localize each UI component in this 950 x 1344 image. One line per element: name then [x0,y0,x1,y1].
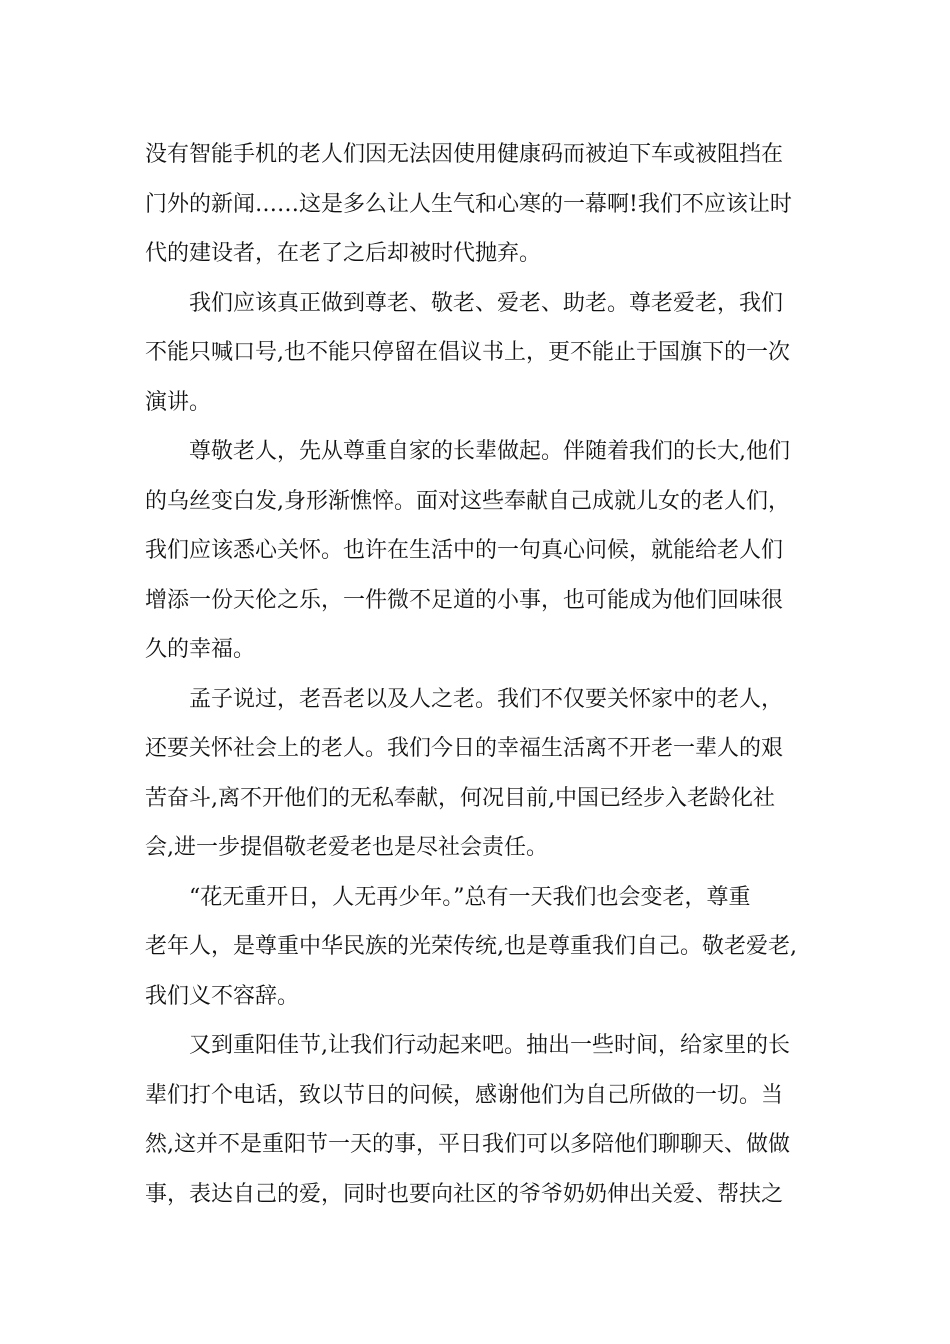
text-line: 没有智能手机的老人们因无法因使用健康码而被迫下车或被阻挡在 [145,142,784,167]
body-text [145,130,815,1219]
paragraph [145,427,815,675]
text-line: 老年人，是尊重中华民族的光荣传统,也是尊重我们自己。敬老爱老, [145,934,797,959]
text-line: 然,这并不是重阳节一天的事，平日我们可以多陪他们聊聊天、做做 [145,1132,790,1157]
paragraph [145,279,815,428]
paragraph [145,130,815,279]
text-line: 增添一份天伦之乐，一件微不足道的小事，也可能成为他们回味很 [145,587,784,613]
text-line: 会,进一步提倡敬老爱老也是尽社会责任。 [145,835,548,860]
text-line: 久的幸福。 [145,637,256,662]
text-line: 代的建设者，在老了之后却被时代抛弃。 [145,241,542,266]
text-line: 我们应该真正做到尊老、敬老、爱老、助老。尊老爱老，我们 [145,290,784,316]
text-line: 门外的新闻……这是多么让人生气和心寒的一幕啊!我们不应该让时 [145,191,792,217]
text-line: 孟子说过，老吾老以及人之老。我们不仅要关怀家中的老人， [145,686,784,712]
text-line: 的乌丝变白发,身形渐憔悴。面对这些奉献自己成就儿女的老人们， [145,488,790,514]
text-line: 演讲。 [145,389,212,415]
text-line: 辈们打个电话，致以节日的问候，感谢他们为自己所做的一切。当 [145,1082,784,1108]
text-line: 还要关怀社会上的老人。我们今日的幸福生活离不开老一辈人的艰 [145,736,784,761]
text-line: 又到重阳佳节,让我们行动起来吧。抽出一些时间，给家里的长 [145,1033,790,1058]
paragraph [145,1021,815,1219]
text-line: 我们应该悉心关怀。也许在生活中的一句真心问候，就能给老人们 [145,538,784,563]
text-line: 不能只喊口号,也不能只停留在倡议书上，更不能止于国旗下的一次 [145,340,790,365]
text-line: 苦奋斗,离不开他们的无私奉献，何况目前,中国已经步入老龄化社 [145,785,775,811]
text-line: 事，表达自己的爱，同时也要向社区的爷爷奶奶伸出关爱、帮扶之 [145,1181,784,1207]
text-line: 我们义不容辞。 [145,983,300,1009]
text-line: “花无重开日，人无再少年。”总有一天我们也会变老，尊重 [145,884,751,910]
paragraph [145,675,815,873]
text-line: 尊敬老人，先从尊重自家的长辈做起。伴随着我们的长大,他们 [145,439,790,464]
paragraph [145,873,815,1022]
